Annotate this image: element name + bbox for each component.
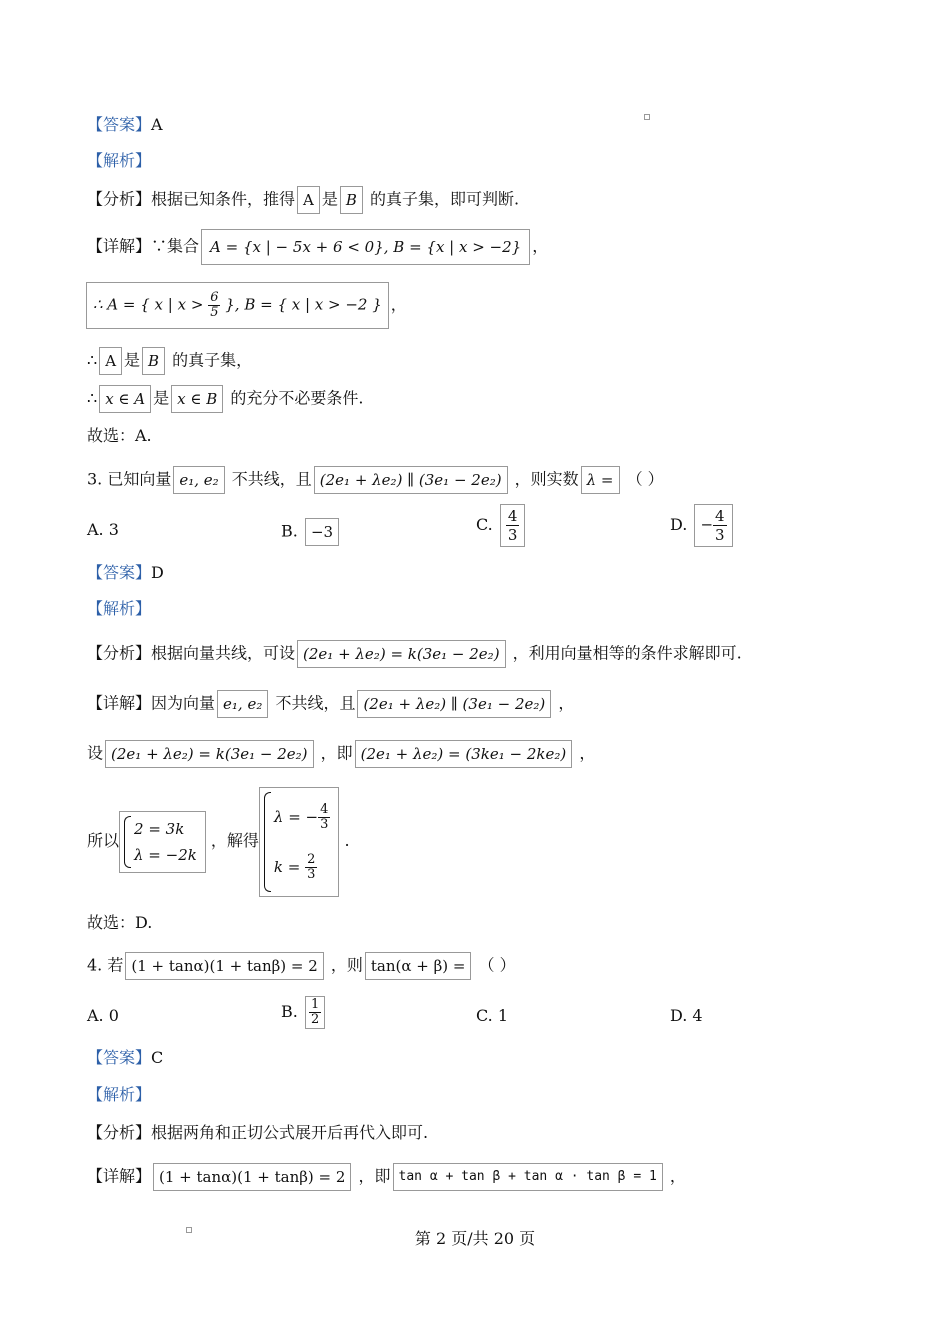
math-formula: (1 + tanα)(1 + tanβ) = 2 [125, 952, 323, 980]
math-formula: e₁, e₂ [217, 690, 268, 718]
math-formula: (2e₁ + λe₂) ∥ (3e₁ − 2e₂) [357, 690, 551, 718]
denominator: 3 [307, 867, 316, 882]
math-formula: x ∈ B [171, 385, 223, 413]
option-text: D. 4 [670, 1006, 703, 1025]
text: 根据已知条件，推得 [151, 189, 296, 209]
xiangjie-line-1 [87, 690, 574, 718]
math-formula: (2e₁ + λe₂) ∥ (3e₁ − 2e₂) [314, 466, 508, 494]
analysis-tag: 【解析】 [87, 599, 152, 618]
xiangjie-tag: 【详解】 [87, 236, 152, 256]
text: ，利用向量相等的条件求解即可. [507, 643, 742, 663]
text: 因为向量 [151, 693, 216, 713]
math-value: −3 [305, 518, 339, 546]
fraction [208, 291, 220, 320]
q3-option-b [281, 518, 341, 546]
text: ， [390, 295, 407, 314]
corner-marker [644, 114, 650, 120]
text: ∴ [87, 388, 98, 408]
math-value [694, 504, 732, 547]
text: 的真子集，即可判断. [364, 189, 520, 209]
math-set-a: A [99, 347, 122, 375]
q3-option-c [476, 504, 527, 547]
choice-line [87, 424, 152, 448]
math-value [500, 504, 526, 547]
math-formula: tan α + tan β + tan α · tan β = 1 [393, 1163, 663, 1191]
option-label: C. [476, 515, 498, 534]
fenxi-tag: 【分析】 [87, 643, 152, 663]
choice-line [87, 911, 152, 935]
denominator: 2 [310, 1012, 320, 1027]
text: 根据向量共线，可设 [151, 643, 296, 663]
text: ，则 [325, 955, 363, 975]
numerator: 6 [210, 290, 219, 305]
math-set-a: A [297, 186, 320, 214]
denominator: 3 [507, 526, 518, 544]
q4-option-d [670, 1004, 703, 1028]
text: ，即 [315, 743, 353, 763]
text: 是 [321, 189, 338, 209]
math-set-b: B [340, 186, 363, 214]
text: 不共线，且 [270, 693, 356, 713]
text: k = [273, 857, 306, 876]
math-formula: (2e₁ + λe₂) = k(3e₁ − 2e₂) [297, 640, 506, 668]
fraction [305, 853, 317, 882]
q3-option-a [87, 518, 119, 542]
q3-option-d [670, 504, 735, 547]
q4-option-b [281, 996, 327, 1029]
answer-line [87, 113, 163, 137]
denominator: 3 [320, 817, 329, 832]
math-formula: e₁, e₂ [173, 466, 224, 494]
math-formula: (2e₁ + λe₂) = k(3e₁ − 2e₂) [105, 740, 314, 768]
text: ， [553, 693, 575, 713]
equation: 2 = 3k [134, 819, 185, 838]
fenxi-line [87, 1121, 428, 1145]
text: . [339, 831, 350, 850]
text: ，即 [353, 1166, 391, 1186]
equation [274, 842, 330, 892]
option-label: B. [281, 1002, 303, 1021]
equation: λ = −2k [134, 845, 197, 864]
xiangjie-line-4 [87, 385, 363, 413]
analysis-heading [87, 597, 151, 621]
answer-tag: 【答案】 [87, 1048, 152, 1067]
text: ∴ [87, 350, 98, 370]
text: λ = − [273, 807, 319, 826]
answer-tag: 【答案】 [87, 563, 152, 582]
math-formula: λ = [581, 466, 620, 494]
text: ∵集合 [151, 236, 200, 256]
text: 是 [124, 350, 141, 370]
q4-option-a [87, 1004, 119, 1028]
analysis-tag: 【解析】 [87, 1085, 152, 1104]
math-value [305, 996, 325, 1029]
answer-line [87, 1046, 163, 1070]
math-formula: tan(α + β) = [365, 952, 472, 980]
option-text: C. 1 [476, 1006, 509, 1025]
sign: − [700, 515, 714, 534]
q3-stem [87, 466, 664, 494]
fenxi-line [87, 640, 742, 668]
text: ， [532, 236, 549, 256]
numerator: 4 [715, 507, 725, 525]
text: 根据两角和正切公式展开后再代入即可. [151, 1123, 429, 1142]
analysis-tag: 【解析】 [87, 151, 152, 170]
fraction [309, 998, 321, 1027]
xiangjie-line [87, 1163, 686, 1191]
text: 所以 [87, 831, 120, 850]
page-footer: 第 2 页/共 20 页 [414, 1229, 536, 1248]
analysis-heading [87, 1083, 151, 1107]
answer-value: D [151, 563, 164, 582]
math-formula: (1 + tanα)(1 + tanβ) = 2 [153, 1163, 351, 1191]
choice-text: 故选：A. [87, 426, 152, 445]
option-text: A. 0 [87, 1006, 119, 1025]
denominator: 5 [210, 305, 219, 320]
answer-value: A [151, 115, 163, 134]
analysis-heading [87, 149, 151, 173]
denominator: 3 [715, 526, 725, 544]
equation-system [119, 811, 206, 873]
text: ∴ A = { x | x > [93, 295, 209, 314]
fraction [318, 803, 330, 832]
text: 3. 已知向量 [87, 469, 172, 489]
numerator: 2 [307, 852, 316, 867]
text: 的真子集， [167, 350, 253, 370]
text: 不共线，且 [226, 469, 312, 489]
math-set-b: B [142, 347, 165, 375]
text: （ ） [621, 469, 664, 489]
option-text: A. 3 [87, 520, 119, 539]
numerator: 4 [320, 802, 329, 817]
xiangjie-line-3 [87, 786, 350, 897]
text: 是 [153, 388, 170, 408]
answer-line [87, 561, 164, 585]
xiangjie-line-2 [84, 282, 407, 329]
q4-stem [87, 952, 516, 980]
fraction [713, 507, 727, 544]
numerator: 1 [310, 997, 320, 1012]
choice-text: 故选：D. [87, 913, 153, 932]
text: }, B = { x | x > −2 } [220, 295, 382, 314]
text: ， [574, 743, 596, 763]
math-formula [86, 282, 389, 329]
xiangjie-line-2 [87, 740, 595, 768]
answer-value: C [151, 1048, 164, 1067]
text: ， [664, 1166, 686, 1186]
math-formula: x ∈ A [99, 385, 151, 413]
math-formula: (2e₁ + λe₂) = (3ke₁ − 2ke₂) [355, 740, 573, 768]
text: ，解得 [205, 831, 259, 850]
fenxi-tag: 【分析】 [87, 1123, 152, 1142]
equation-system [259, 787, 339, 897]
numerator: 4 [507, 507, 518, 525]
equation [274, 792, 330, 842]
fraction [506, 507, 520, 544]
xiangjie-line-3 [87, 347, 252, 375]
text: 4. 若 [87, 955, 124, 975]
math-formula: A = {x | − 5x + 6 < 0}, B = {x | x > −2} [201, 229, 530, 265]
q4-option-c [476, 1004, 508, 1028]
text: 设 [87, 743, 104, 763]
text: （ ） [473, 955, 516, 975]
fenxi-line [87, 186, 519, 214]
xiangjie-line-1 [87, 229, 548, 265]
text: 的充分不必要条件. [225, 388, 364, 408]
option-label: D. [670, 515, 693, 534]
fenxi-tag: 【分析】 [87, 189, 152, 209]
xiangjie-tag: 【详解】 [87, 1166, 152, 1186]
xiangjie-tag: 【详解】 [87, 693, 152, 713]
answer-tag: 【答案】 [87, 115, 152, 134]
option-label: B. [281, 521, 303, 541]
text: ，则实数 [509, 469, 579, 489]
